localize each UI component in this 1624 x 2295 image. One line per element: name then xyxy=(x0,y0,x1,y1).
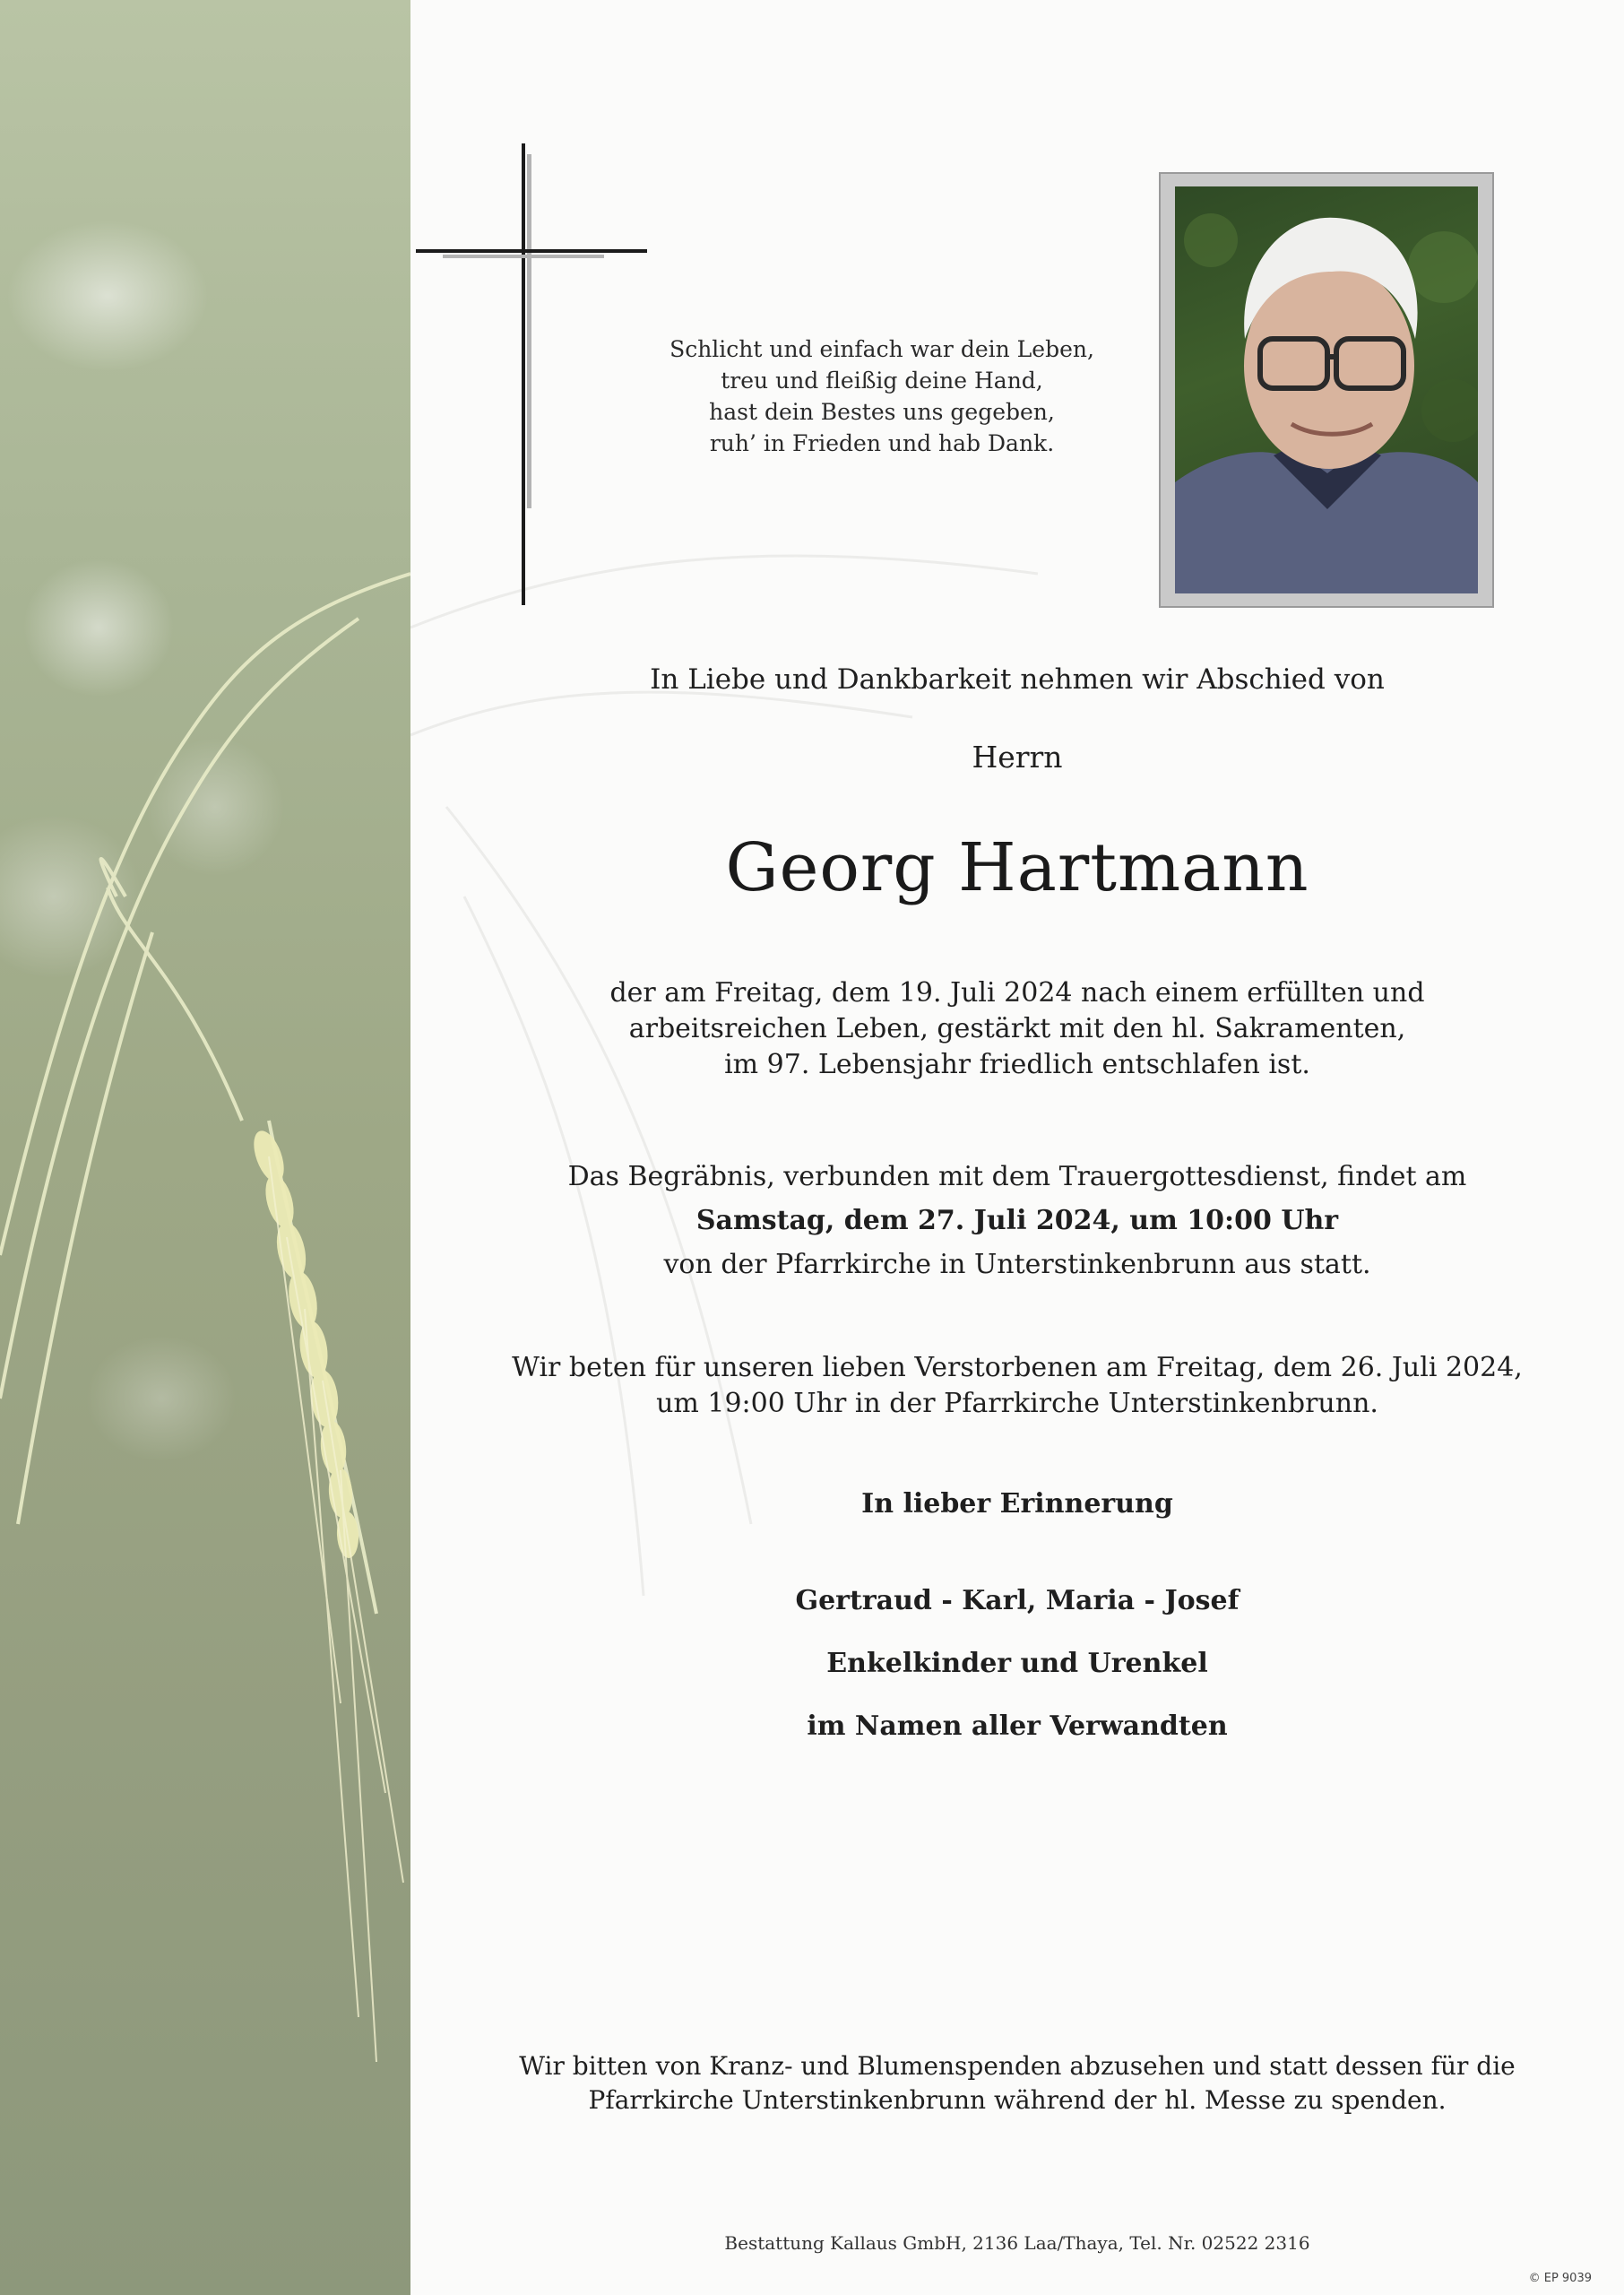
donation-line: Wir bitten von Kranz- und Blumenspenden abzusehen und statt dessen für die xyxy=(519,2051,1516,2081)
funeral-line: Das Begräbnis, verbunden mit dem Trauergottesdienst, findet am xyxy=(567,1161,1467,1192)
funeral-line: von der Pfarrkirche in Unterstinkenbrunn aus statt. xyxy=(663,1249,1371,1280)
decorative-side-panel xyxy=(0,0,410,2295)
donation-note xyxy=(410,2049,1624,2117)
salutation: Herrn xyxy=(972,740,1063,775)
poem-line: treu und fleißig deine Hand, xyxy=(721,368,1043,394)
death-notice xyxy=(410,975,1624,1083)
farewell-intro: In Liebe und Dankbarkeit nehmen wir Abschied von xyxy=(650,663,1385,696)
poem-line: ruh’ in Frieden und hab Dank. xyxy=(709,430,1055,456)
prayer-line: Wir beten für unseren lieben Verstorbenen am Freitag, dem 26. Juli 2024, xyxy=(512,1352,1523,1383)
funeral-home-imprint: Bestattung Kallaus GmbH, 2136 Laa/Thaya, Tel. Nr. 02522 2316 xyxy=(724,2232,1310,2254)
death-notice-line: im 97. Lebensjahr friedlich entschlafen ist. xyxy=(724,1049,1310,1080)
funeral-info xyxy=(410,1155,1624,1286)
death-notice-line: arbeitsreichen Leben, gestärkt mit den hl. Sakramenten, xyxy=(628,1013,1406,1044)
remembrance-heading: In lieber Erinnerung xyxy=(861,1488,1173,1520)
portrait-photo xyxy=(1175,186,1478,593)
deceased-name: Georg Hartmann xyxy=(725,829,1309,906)
document-code: © EP 9039 xyxy=(1528,2272,1592,2285)
portrait-frame xyxy=(1159,172,1494,608)
prayer-line: um 19:00 Uhr in der Pfarrkirche Unterstinkenbrunn. xyxy=(656,1388,1378,1419)
funeral-date-time: Samstag, dem 27. Juli 2024, um 10:00 Uhr xyxy=(695,1205,1339,1236)
death-notice-line: der am Freitag, dem 19. Juli 2024 nach einem erfüllten und xyxy=(609,977,1425,1009)
mourner-line: Gertraud - Karl, Maria - Josef xyxy=(795,1585,1240,1616)
mourner-line: im Namen aller Verwandten xyxy=(807,1710,1228,1742)
poem xyxy=(595,333,1169,459)
poem-line: hast dein Bestes uns gegeben, xyxy=(709,399,1055,425)
donation-line: Pfarrkirche Unterstinkenbrunn während der hl. Messe zu spenden. xyxy=(588,2085,1447,2115)
poem-line: Schlicht und einfach war dein Leben, xyxy=(669,336,1094,362)
wheat-ear-icon xyxy=(0,0,410,2295)
mourner-line: Enkelkinder und Urenkel xyxy=(826,1648,1208,1679)
prayer-info xyxy=(410,1350,1624,1422)
